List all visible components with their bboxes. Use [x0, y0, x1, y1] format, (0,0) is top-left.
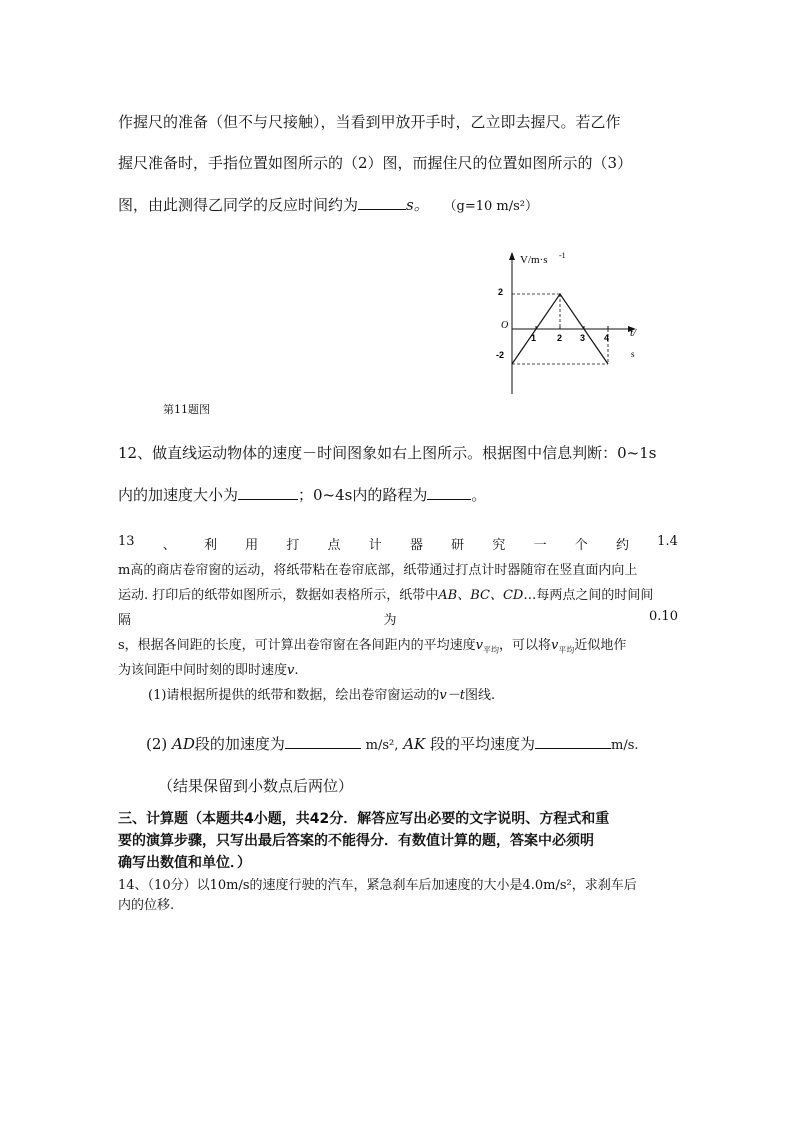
q13-line5 [118, 634, 626, 656]
q13-part2-text-b: 段的平均速度为 [425, 735, 536, 753]
spread-char: 约 [615, 538, 629, 553]
v-average: v [551, 638, 559, 653]
spread-char: 0.10 [649, 609, 678, 624]
x-axis-label: t/ [630, 327, 637, 339]
q13-line6 [118, 659, 299, 678]
spread-char: 个 [574, 538, 588, 553]
q13-line3 [118, 584, 653, 603]
q11-unit: s。 [406, 196, 429, 214]
spread-char: 一 [533, 538, 547, 553]
q13-line1 [118, 534, 678, 553]
origin-label: O [501, 320, 509, 331]
spread-char: 计 [368, 538, 382, 553]
v-average-sub: 平均 [558, 645, 575, 655]
q11-g-note: （g=10 m/s²） [443, 199, 538, 214]
q14-line2: 内的位移. [118, 898, 175, 913]
q13-line6-end: . [294, 663, 299, 678]
x-tick-label: 2 [557, 333, 563, 343]
q13-line5-text: s，根据各间距的长度，可计算出卷帘窗在各间距内的平均速度 [118, 638, 476, 653]
v-average-sub: 平均 [483, 645, 500, 655]
q12-text-b: ；0~4s内的路程为 [298, 486, 428, 504]
x-tick-label: 1 [531, 333, 537, 343]
spread-char: 点 [327, 538, 341, 553]
q13-part1-end: 图线. [465, 688, 496, 703]
spread-char: 1.4 [657, 534, 678, 549]
spread-char: 利 [203, 538, 217, 553]
q11-line2: 握尺准备时，手指位置如图所示的（2）图，而握住尺的位置如图所示的（3） [118, 154, 633, 172]
unit-velocity: m/s. [611, 738, 639, 753]
y-tick-label: -2 [496, 350, 505, 360]
q12-text-c: 。 [471, 486, 487, 504]
q13-line5-text-b: ，可以将 [499, 638, 552, 653]
figure-caption: 第11题图 [163, 403, 210, 416]
unit-acceleration: m/s², [365, 738, 399, 753]
spread-char: 究 [492, 538, 506, 553]
q13-part2-text: 段的加速度为 [194, 735, 285, 753]
spread-char: 13 [118, 534, 135, 549]
x-axis-unit: s [631, 349, 635, 359]
section3-line1: 三、计算题（本题共4小题，共42分．解答应写出必要的文字说明、方程式和重 [118, 811, 610, 827]
q13-line6-text: 为该间距中间时刻的即时速度 [118, 663, 288, 678]
q13-segment-labels: AB、BC、CD [438, 588, 524, 603]
q11-line3-text: 图，由此测得乙同学的反应时间约为 [118, 196, 359, 214]
velocity-time-graph [480, 250, 650, 395]
q13-line3-text: 运动. 打印后的纸带如图所示，数据如表格所示，纸带中 [118, 588, 439, 603]
segment-ad: AD [172, 735, 195, 753]
segment-ak: AK [403, 735, 426, 753]
v-t-label: v－t [439, 688, 465, 703]
y-axis-arrow [509, 252, 515, 260]
q12-line1: 12、做直线运动物体的速度－时间图象如右上图所示。根据图中信息判断：0~1s [118, 444, 657, 462]
q13-part1 [148, 684, 495, 703]
spread-char: 、 [162, 538, 176, 553]
x-tick-label: 3 [580, 333, 586, 343]
spread-char: 为 [383, 613, 397, 628]
q13-part2-num: (2) [146, 735, 173, 753]
spread-char: 隔 [118, 613, 132, 628]
q13-line4 [118, 609, 678, 628]
q13-line3-text-b: …每两点之间的时间间 [523, 588, 654, 603]
answer-blank-ak-velocity[interactable] [535, 734, 611, 749]
spread-char: 用 [245, 538, 259, 553]
answer-blank-distance[interactable] [427, 485, 471, 500]
v-instant: v [287, 663, 295, 678]
answer-blank-acceleration[interactable] [238, 485, 298, 500]
q13-part2 [146, 733, 639, 754]
q11-line1: 作握尺的准备（但不与尺接触），当看到甲放开手时，乙立即去握尺。若乙作 [118, 113, 621, 131]
q13-note: （结果保留到小数点后两位） [158, 777, 354, 795]
spread-char: 打 [286, 538, 300, 553]
section3-line2: 要的演算步骤，只写出最后答案的不能得分．有数值计算的题，答案中必须明 [118, 833, 594, 849]
y-tick-label: 2 [498, 287, 504, 297]
q13-part1-text: (1)请根据所提供的纸带和数据，绘出卷帘窗运动的 [148, 688, 440, 703]
q13-line2: m高的商店卷帘窗的运动，将纸带粘在卷帘底部，纸带通过打点计时器随帘在竖直面内向上 [118, 563, 638, 578]
q12-line2 [118, 484, 486, 505]
spread-char: 器 [409, 538, 423, 553]
q12-text-a: 内的加速度大小为 [118, 486, 239, 504]
v-average: v [475, 638, 484, 653]
q14-line1: 14、（10分）以10m/s的速度行驶的汽车，紧急刹车后加速度的大小是4.0m/s²，求刹车后 [118, 878, 637, 893]
q13-line5-text-c: 近似地作 [574, 638, 627, 653]
section3-line3: 确写出数值和单位．） [118, 855, 251, 871]
answer-blank-reaction-time[interactable] [358, 195, 406, 210]
y-axis-exponent: -1 [559, 251, 566, 260]
q11-line3 [118, 194, 538, 215]
spread-char: 研 [451, 538, 465, 553]
answer-blank-ad-acceleration[interactable] [285, 734, 361, 749]
x-tick-label: 4 [604, 333, 610, 343]
y-axis-label: V/m·s [520, 254, 548, 266]
